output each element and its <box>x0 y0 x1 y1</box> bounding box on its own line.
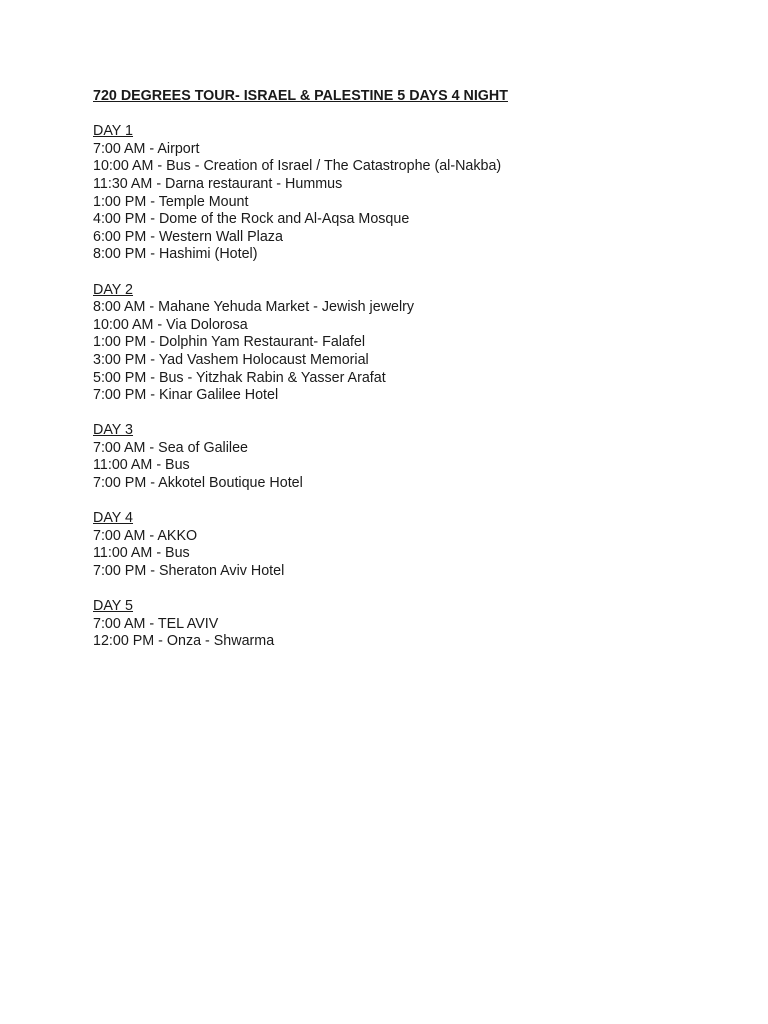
itinerary-entry: 7:00 PM - Sheraton Aviv Hotel <box>93 563 285 580</box>
day-4-section <box>93 510 733 580</box>
itinerary-entry: 8:00 AM - Mahane Yehuda Market - Jewish jewelry <box>93 299 415 316</box>
itinerary-entry: 7:00 AM - Sea of Galilee <box>93 439 248 456</box>
day-2-section <box>93 282 733 405</box>
itinerary-entry: 7:00 PM - Akkotel Boutique Hotel <box>93 475 303 492</box>
itinerary-entry: 7:00 PM - Kinar Galilee Hotel <box>93 387 279 404</box>
document-page <box>93 88 733 651</box>
day-1-section <box>93 123 733 264</box>
itinerary-entry: 5:00 PM - Bus - Yitzhak Rabin & Yasser Arafat <box>93 369 386 386</box>
itinerary-entry: 11:00 AM - Bus <box>93 457 190 474</box>
itinerary-entry: 10:00 AM - Via Dolorosa <box>93 316 248 333</box>
itinerary-entry: 7:00 AM - Airport <box>93 140 200 157</box>
itinerary-entry: 7:00 AM - TEL AVIV <box>93 615 219 632</box>
day-heading: DAY 4 <box>93 510 134 527</box>
day-heading: DAY 3 <box>93 422 134 439</box>
itinerary-entry: 10:00 AM - Bus - Creation of Israel / The Catastrophe (al-Nakba) <box>93 158 502 175</box>
itinerary-entry: 11:00 AM - Bus <box>93 545 190 562</box>
itinerary-entry: 6:00 PM - Western Wall Plaza <box>93 228 283 245</box>
itinerary-entry: 12:00 PM - Onza - Shwarma <box>93 633 275 650</box>
itinerary-entry: 4:00 PM - Dome of the Rock and Al-Aqsa Mosque <box>93 211 410 228</box>
day-heading: DAY 1 <box>93 123 134 140</box>
itinerary-entry: 1:00 PM - Temple Mount <box>93 193 249 210</box>
day-3-section <box>93 422 733 492</box>
itinerary-entry: 1:00 PM - Dolphin Yam Restaurant- Falafel <box>93 334 366 351</box>
day-heading: DAY 5 <box>93 598 134 615</box>
day-5-section <box>93 598 733 651</box>
itinerary-entry: 7:00 AM - AKKO <box>93 527 198 544</box>
itinerary-entry: 8:00 PM - Hashimi (Hotel) <box>93 246 258 263</box>
document-title: 720 DEGREES TOUR- ISRAEL & PALESTINE 5 DAYS 4 NIGHT <box>93 88 508 104</box>
day-heading: DAY 2 <box>93 281 134 298</box>
itinerary-entry: 3:00 PM - Yad Vashem Holocaust Memorial <box>93 351 369 368</box>
itinerary-entry: 11:30 AM - Darna restaurant - Hummus <box>93 175 343 192</box>
